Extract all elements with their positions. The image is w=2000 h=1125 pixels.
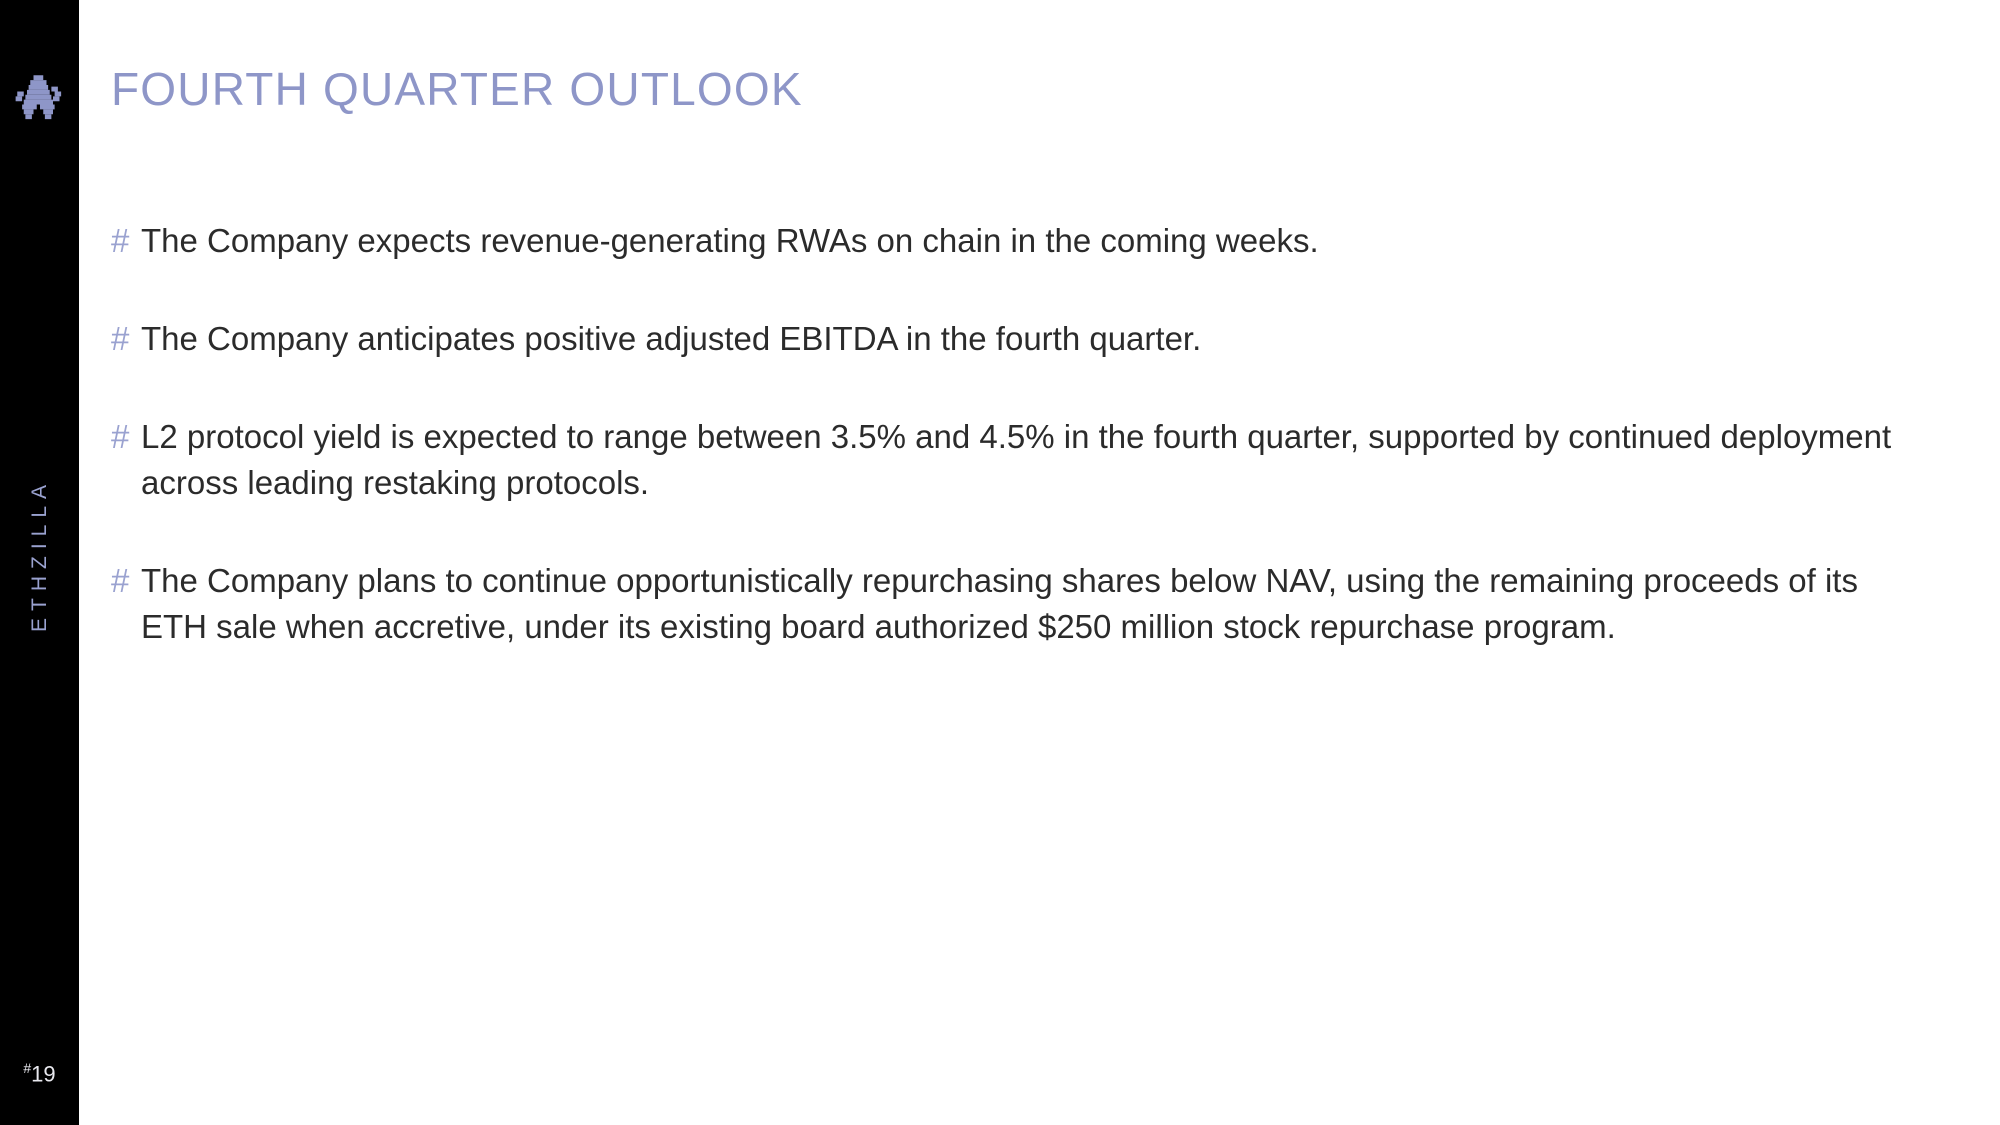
list-item <box>111 218 1971 264</box>
hash-bullet-icon: # <box>111 222 130 259</box>
list-item <box>111 558 1971 650</box>
page-title: FOURTH QUARTER OUTLOOK <box>111 63 803 115</box>
left-rail <box>0 0 79 1125</box>
list-item-text: The Company plans to continue opportunistically repurchasing shares below NAV, using the remaining proceeds of its ETH sale when accretive, under its existing board authorized $250 million stock repurchase program. <box>141 562 1858 645</box>
hash-bullet-icon: # <box>111 320 130 357</box>
godzilla-pixel-logo-icon <box>14 72 66 124</box>
slide-content <box>79 0 2000 1125</box>
page-number <box>0 1060 79 1087</box>
page-number-value: 19 <box>31 1061 56 1086</box>
list-item-text: The Company expects revenue-generating RWAs on chain in the coming weeks. <box>141 222 1319 259</box>
hash-bullet-icon: # <box>111 418 130 455</box>
hash-bullet-icon: # <box>111 562 130 599</box>
bullet-list <box>111 218 1971 650</box>
brand-name: ETHZILLA <box>28 477 51 633</box>
list-item-text: The Company anticipates positive adjusted EBITDA in the fourth quarter. <box>141 320 1202 357</box>
list-item <box>111 316 1971 362</box>
page-number-prefix: # <box>23 1059 32 1076</box>
list-item <box>111 414 1971 506</box>
list-item-text: L2 protocol yield is expected to range between 3.5% and 4.5% in the fourth quarter, supported by continued deployment across leading restaking protocols. <box>141 418 1892 501</box>
